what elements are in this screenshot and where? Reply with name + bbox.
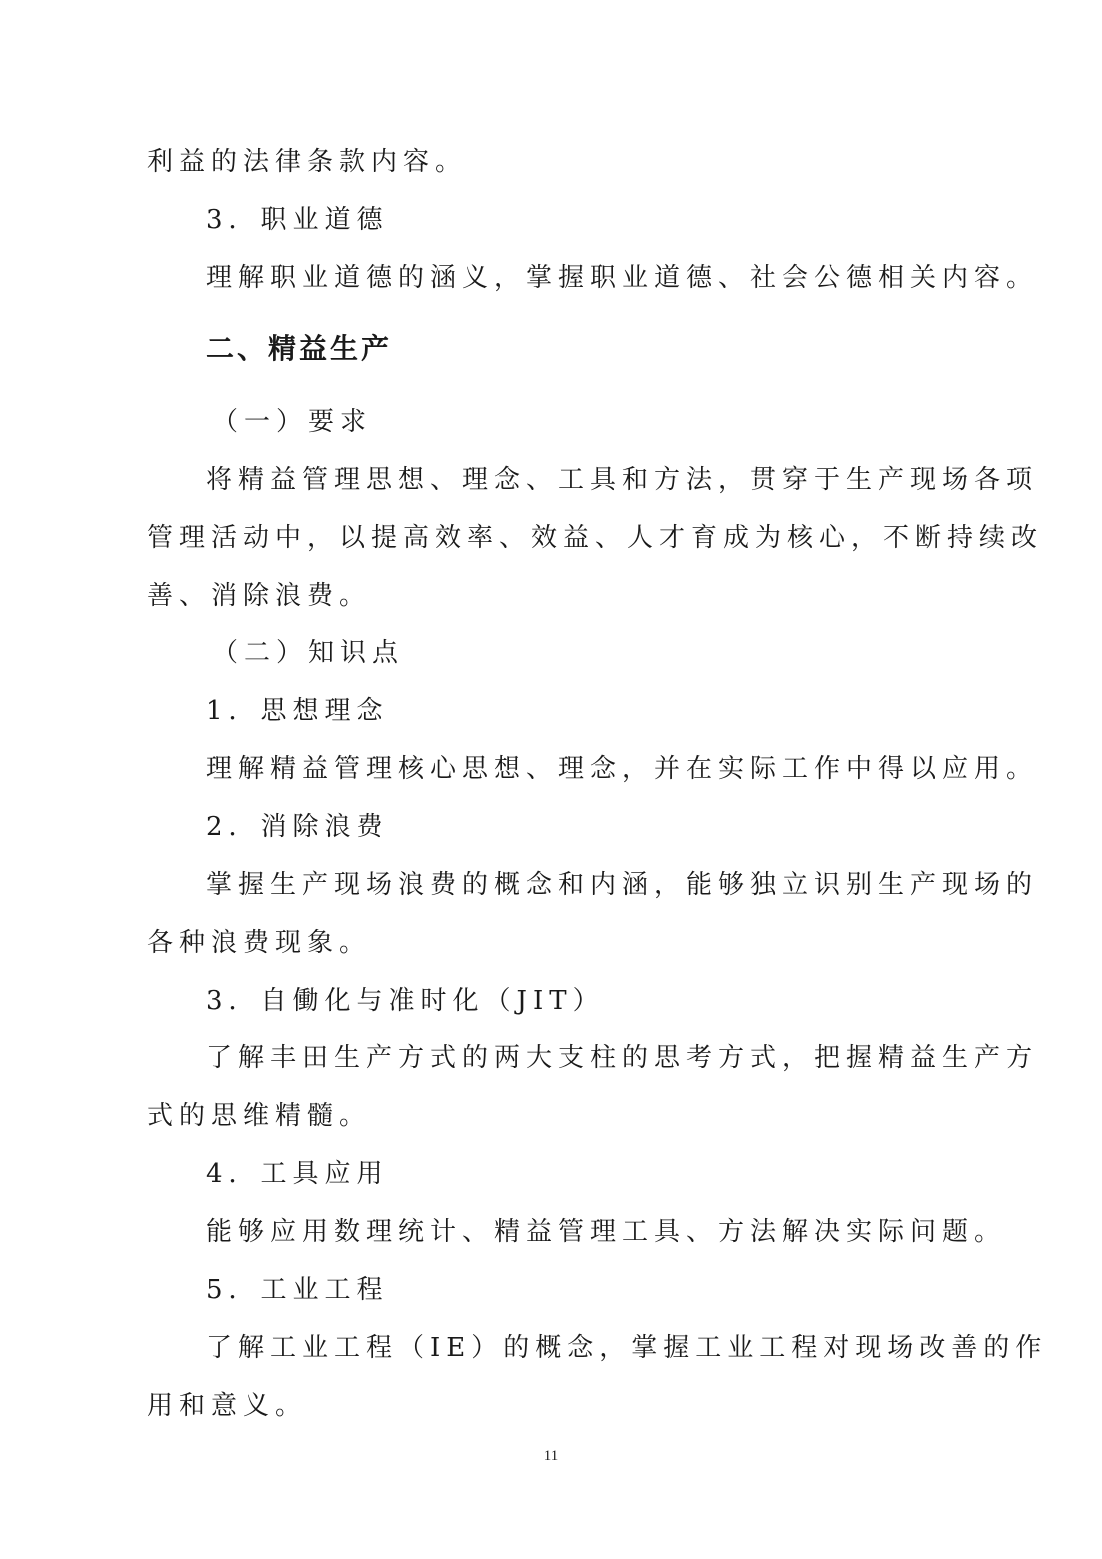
page-number: 11 — [543, 1448, 559, 1464]
paragraph-line: 了解丰田生产方式的两大支柱的思考方式，把握精益生产方 — [206, 1043, 1039, 1073]
paragraph-line: 了解工业工程（IE）的概念，掌握工业工程对现场改善的作 — [206, 1333, 1048, 1363]
paragraph-line: 用和意义。 — [147, 1391, 308, 1421]
paragraph-line: 利益的法律条款内容。 — [147, 147, 468, 177]
paragraph-line: 理解精益管理核心思想、理念，并在实际工作中得以应用。 — [206, 754, 1039, 784]
paragraph-line: 管理活动中，以提高效率、效益、人才育成为核心，不断持续改 — [147, 523, 1044, 553]
subsection-heading: 5．工业工程 — [206, 1275, 389, 1305]
section-heading: 二、精益生产 — [206, 332, 393, 365]
paragraph-line: 各种浪费现象。 — [147, 928, 372, 958]
paragraph-line: 将精益管理思想、理念、工具和方法，贯穿于生产现场各项 — [206, 465, 1039, 495]
subsection-heading: 2．消除浪费 — [206, 812, 389, 842]
paragraph-line: 式的思维精髓。 — [147, 1101, 372, 1131]
paragraph-line: 善、消除浪费。 — [147, 581, 372, 611]
subsection-heading: （二）知识点 — [212, 638, 405, 668]
paragraph-line: 理解职业道德的涵义，掌握职业道德、社会公德相关内容。 — [206, 263, 1039, 293]
subsection-heading: （一）要求 — [212, 407, 373, 437]
subsection-heading: 3．职业道德 — [206, 205, 389, 235]
subsection-heading: 1．思想理念 — [206, 696, 389, 726]
subsection-heading: 3．自働化与准时化（JIT） — [206, 986, 605, 1016]
subsection-heading: 4．工具应用 — [206, 1159, 389, 1189]
paragraph-line: 能够应用数理统计、精益管理工具、方法解决实际问题。 — [206, 1217, 1007, 1247]
paragraph-line: 掌握生产现场浪费的概念和内涵，能够独立识别生产现场的 — [206, 870, 1039, 900]
